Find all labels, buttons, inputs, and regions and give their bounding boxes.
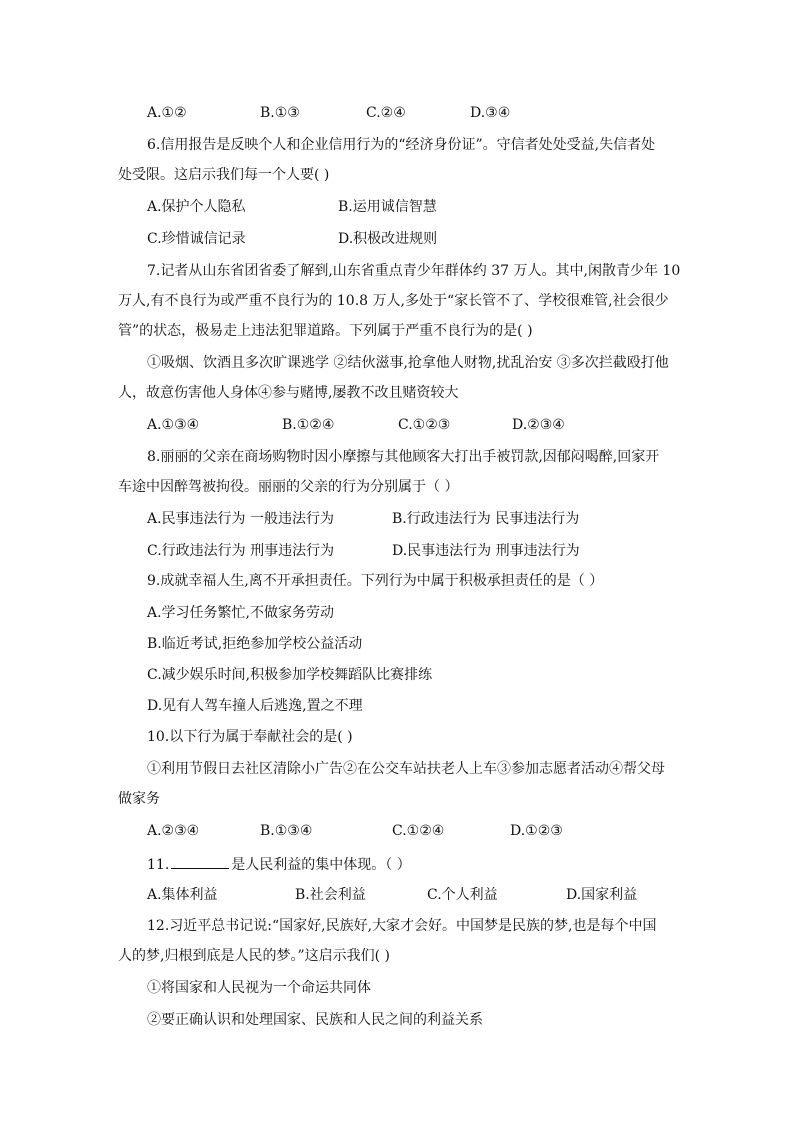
- q8-option-b: B.行政违法行为 民事违法行为: [392, 511, 580, 527]
- q10-items-line1: ①利用节假日去社区清除小广告②在公交车站扶老人上车③参加志愿者活动④帮父母: [147, 761, 665, 777]
- q11-option-a: A.集体利益: [147, 887, 218, 903]
- q12-stem-line2: 人的梦,归根到底是人民的梦。”这启示我们( ): [118, 948, 390, 964]
- q7-option-c: C.①②③: [398, 417, 451, 433]
- q7-option-d: D.②③④: [512, 417, 565, 433]
- q8-stem-line1: 8.丽丽的父亲在商场购物时因小摩擦与其他顾客大打出手被罚款,因郁闷喝醉,回家开: [147, 449, 660, 465]
- q5-option-d: D.③④: [470, 105, 511, 121]
- q11-option-b: B.社会利益: [295, 887, 366, 903]
- q7-option-b: B.①②④: [282, 417, 335, 433]
- q10-stem: 10.以下行为属于奉献社会的是( ): [147, 729, 353, 745]
- q11-stem: [147, 854, 411, 874]
- q5-option-a: A.①②: [147, 105, 187, 121]
- q6-stem-line1: 6.信用报告是反映个人和企业信用行为的“经济身份证”。守信者处处受益,失信者处: [147, 137, 656, 153]
- q8-stem-line2: 车途中因醉驾被拘役。丽丽的父亲的行为分别属于（ ）: [118, 479, 459, 495]
- q9-option-a: A.学习任务繁忙,不做家务劳动: [147, 605, 335, 621]
- q8-option-d: D.民事违法行为 刑事违法行为: [392, 543, 580, 559]
- q8-option-c: C.行政违法行为 刑事违法行为: [147, 543, 335, 559]
- q9-option-c: C.减少娱乐时间,积极参加学校舞蹈队比赛排练: [147, 667, 433, 683]
- q7-items-line1: ①吸烟、饮酒且多次旷课逃学 ②结伙滋事,抢拿他人财物,扰乱治安 ③多次拦截殴打他: [147, 355, 669, 371]
- q10-option-d: D.①②③: [510, 823, 563, 839]
- q12-item-2: ②要正确认识和处理国家、民族和人民之间的利益关系: [147, 1012, 483, 1028]
- q12-stem-line1: 12.习近平总书记说:“国家好,民族好,大家才会好。中国梦是民族的梦,也是每个中国: [147, 918, 657, 934]
- q7-stem-line2: 万人,有不良行为或严重不良行为的 10.8 万人,多处于“家长管不了、学校很难管,社会很少: [118, 293, 669, 309]
- q6-option-d: D.积极改进规则: [338, 231, 438, 247]
- q12-item-1: ①将国家和人民视为一个命运共同体: [147, 980, 371, 996]
- q8-option-a: A.民事违法行为 一般违法行为: [147, 511, 335, 527]
- q6-option-a: A.保护个人隐私: [147, 199, 246, 215]
- q7-stem-line3: 管”的状态，极易走上违法犯罪道路。下列属于严重不良行为的是( ): [118, 323, 533, 339]
- q7-option-a: A.①③④: [147, 417, 200, 433]
- q11-blank: [171, 854, 229, 869]
- q5-option-b: B.①③: [260, 105, 300, 121]
- q7-items-line2: 人，故意伤害他人身体④参与赌博,屡教不改且赌资较大: [118, 385, 459, 401]
- q6-stem-line2: 处受限。这启示我们每一个人要( ): [118, 167, 330, 183]
- q6-option-b: B.运用诚信智慧: [338, 199, 437, 215]
- q11-number: 11.: [147, 857, 170, 873]
- q9-option-d: D.见有人驾车撞人后逃逸,置之不理: [147, 698, 363, 714]
- q9-option-b: B.临近考试,拒绝参加学校公益活动: [147, 636, 363, 652]
- q11-stem-text: 是人民利益的集中体现。（ ）: [231, 857, 411, 873]
- q5-option-c: C.②④: [366, 105, 406, 121]
- q10-items-line2: 做家务: [118, 791, 160, 807]
- q7-stem-line1: 7.记者从山东省团省委了解到,山东省重点青少年群体约 37 万人。其中,闲散青少年 10: [147, 263, 681, 279]
- q9-stem: 9.成就幸福人生,离不开承担责任。下列行为中属于积极承担责任的是（ ）: [147, 573, 604, 589]
- q6-option-c: C.珍惜诚信记录: [147, 231, 246, 247]
- q11-option-d: D.国家利益: [566, 887, 638, 903]
- q10-option-c: C.①②④: [392, 823, 445, 839]
- q10-option-a: A.②③④: [147, 823, 200, 839]
- q10-option-b: B.①③④: [260, 823, 313, 839]
- q11-option-c: C.个人利益: [427, 887, 498, 903]
